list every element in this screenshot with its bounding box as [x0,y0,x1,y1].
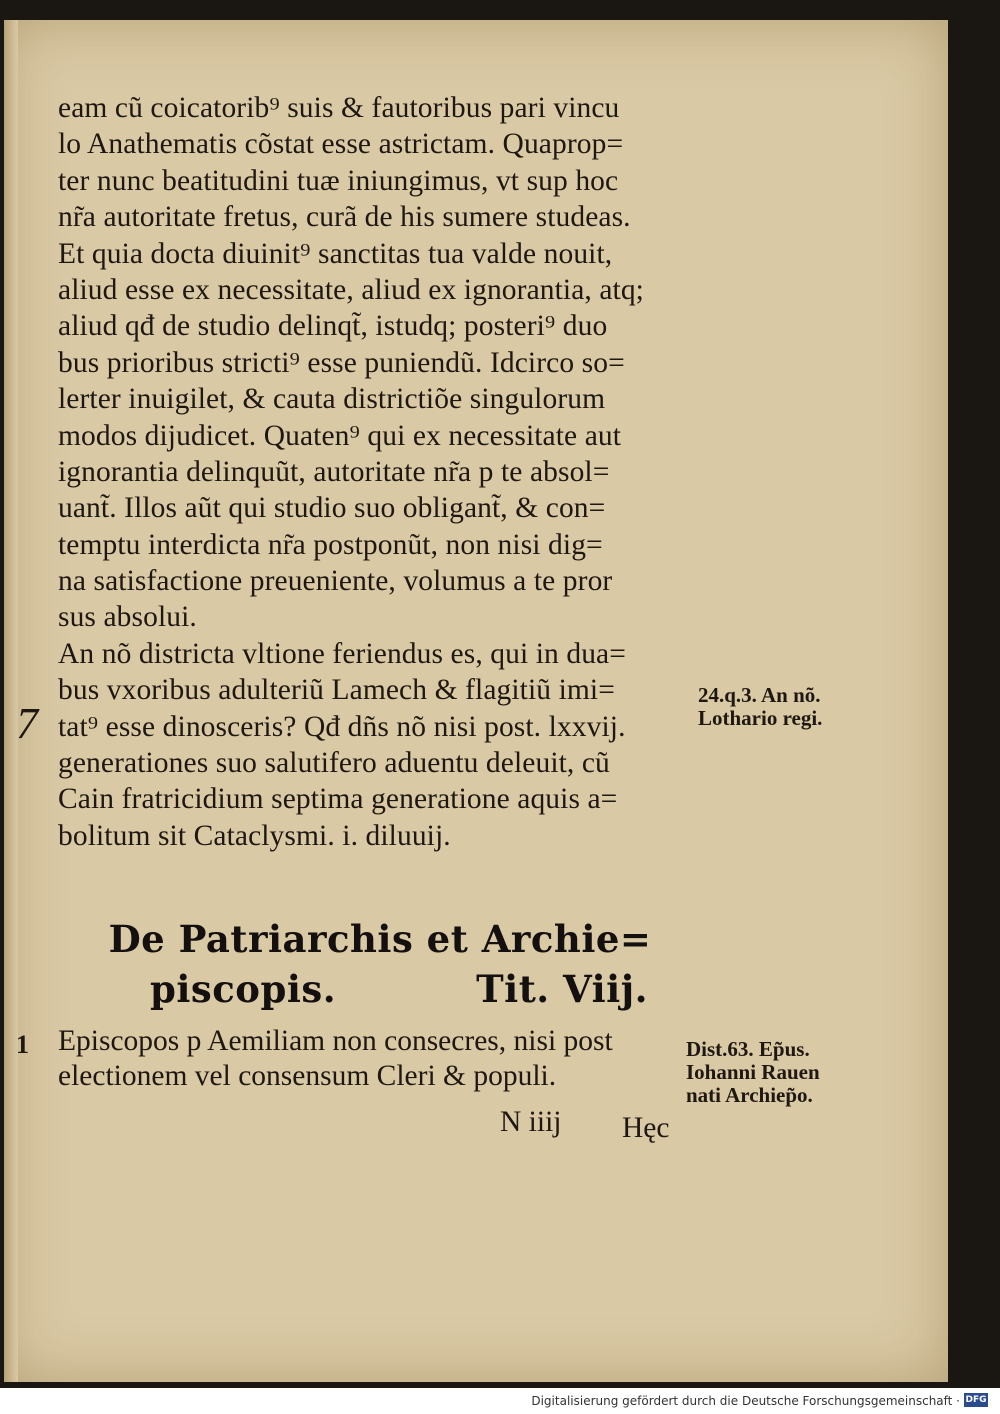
margin-note-line: Dist.63. Ep̃us. [686,1038,810,1061]
catchword: Hęc [622,1112,670,1144]
margin-note-line: nati Archiep̃o. [686,1084,813,1107]
text-line: bolitum sit Cataclysmi. i. diluuij. [58,819,451,852]
text-line: sus absolui. [58,601,197,634]
text-line: lerter inuigilet, & cauta districtiõe singulorum [58,383,606,416]
text-line: eam cũ coicatorib⁹ suis & fautoribus pari vincu [58,92,620,124]
margin-note-reference [686,1038,820,1107]
text-line: An nõ districta vltione feriendus es, qui in dua= [58,637,626,670]
text-line: lo Anathematis cõstat esse astrictam. Quaprop= [58,128,624,161]
text-line: Cain fratricidium septima generatione aquis a= [58,783,618,816]
text-line: uant̃. Illos aũt qui studio suo obligant̃, & con= [58,492,606,525]
section-text [58,1024,690,1094]
digitization-footer [0,1388,1000,1414]
text-line: bus prioribus stricti⁹ esse puniendũ. Idcirco so= [58,346,625,379]
text-line: nr̃a autoritate fretus, curã de his sumere studeas. [58,201,631,234]
section-heading [60,914,700,1014]
text-line: electionem vel consensum Cleri & populi. [58,1060,557,1092]
text-line: ignorantia delinquũt, autoritate nr̃a p te absol= [58,455,610,488]
text-line: generationes suo salutifero aduentu deleuit, cũ [58,747,610,780]
dfg-logo: DFG [965,1395,987,1405]
text-line: aliud qđ de studio delinqt̃, istudq; posteri⁹ duo [58,310,608,343]
text-line: na satisfactione preueniente, volumus a te pror [58,565,613,598]
funding-credit: Digitalisierung gefördert durch die Deutsche Forschungsgemeinschaft · [531,1394,960,1408]
text-line: bus vxoribus adulteriũ Lamech & flagitiũ imi= [58,674,615,707]
text-line: aliud esse ex necessitate, aliud ex ignorantia, atq; [58,273,644,306]
margin-note-reference [698,684,822,730]
text-line: ter nunc beatitudini tuæ iniungimus, vt sup hoc [58,164,619,197]
text-line: temptu interdicta nr̃a postponũt, non nisi dig= [58,528,603,561]
text-line: Episcopos p Aemiliam non consecres, nisi post [58,1025,613,1057]
margin-mark: 1 [16,1030,29,1059]
body-text [58,90,708,854]
margin-note-line: 24.q.3. An nõ. [698,684,821,707]
text-line: Et quia docta diuinit⁹ sanctitas tua valde nouit, [58,237,613,270]
heading-line: De Patriarchis et Archie= [108,917,652,961]
signature-mark: N iiij [500,1106,562,1138]
heading-word: piscopis. [150,967,337,1011]
margin-note-line: Lothario regi. [698,707,823,730]
margin-note-line: Iohanni Rauen [686,1061,820,1084]
text-line: tat⁹ esse dinosceris? Qđ dñs nõ nisi post. lxxvij. [58,710,626,743]
heading-line [60,964,700,1014]
text-line: modos dijudicet. Quaten⁹ qui ex necessitate aut [58,419,622,452]
heading-title-number: Tit. Viij. [476,967,648,1011]
margin-number: 7 [16,699,38,748]
